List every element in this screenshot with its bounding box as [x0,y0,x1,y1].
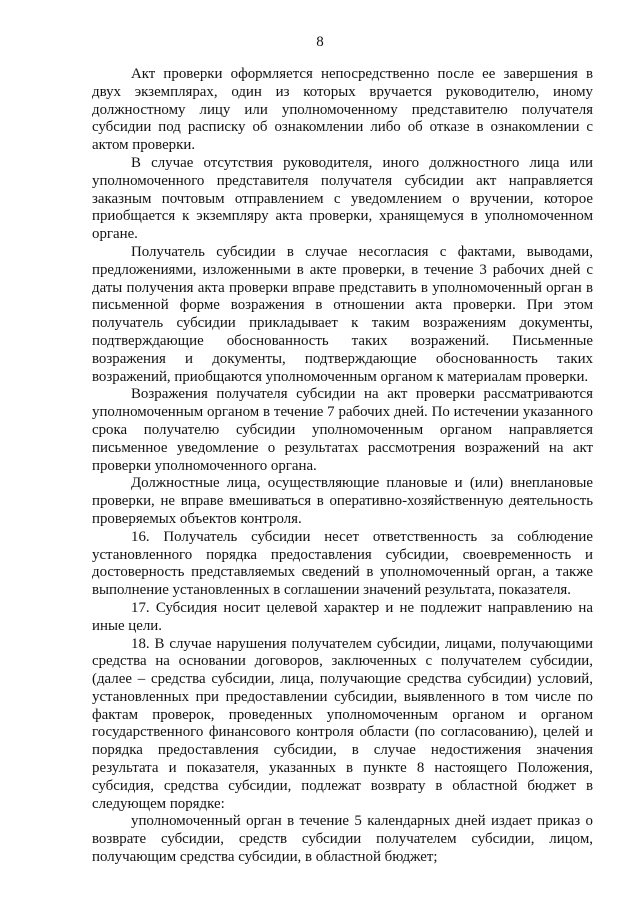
paragraph-item-16: 16. Получатель субсидии несет ответственность за соблюдение установленного порядка предоставления субсидии, своевременность и достоверность представляемых сведений в уполномоченный орган, а также выполнение установленных в соглашении значений результата, показателя. [92,528,593,599]
document-body [92,66,593,867]
paragraph-objections-submission: Получатель субсидии в случае несогласия с фактами, выводами, предложениями, изложенными в акте проверки, в течение 3 рабочих дней с даты получения акта проверки вправе представить в уполномоченный орган в письменной форме возражения в отношении акта проверки. При этом получатель субсидии прикладывает к таким возражениям документы, подтверждающие обоснованность таких возражений. Письменные возражения и документы, подтверждающие обоснованность таких возражений, приобщаются уполномоченным органом к материалам проверки. [92,243,593,385]
paragraph-objections-review: Возражения получателя субсидии на акт проверки рассматриваются уполномоченным органом в течение 7 рабочих дней. По истечении указанного срока получателю субсидии уполномоченным органом направляется письменное уведомление о результатах рассмотрения возражений на акт проверки уполномоченного органа. [92,386,593,474]
paragraph-refund-order: уполномоченный орган в течение 5 календарных дней издает приказ о возврате субсидии, средств субсидии получателем субсидии, лицом, получающим средства субсидии, в областной бюджет; [92,813,593,866]
paragraph-absence-of-manager: В случае отсутствия руководителя, иного должностного лица или уполномоченного представителя получателя субсидии акт направляется заказным почтовым отправлением с уведомлением о вручении, которое приобщается к экземпляру акта проверки, хранящемуся в уполномоченном органе. [92,154,593,243]
paragraph-item-17: 17. Субсидия носит целевой характер и не подлежит направлению на иные цели. [92,599,593,634]
page-number: 8 [316,34,324,50]
paragraph-inspection-act: Акт проверки оформляется непосредственно после ее завершения в двух экземплярах, один из которых вручается руководителю, иному должностному лицу или уполномоченному представителю получателя субсидии под расписку об ознакомлении либо об отказе в ознакомлении с актом проверки. [92,66,593,154]
paragraph-item-18: 18. В случае нарушения получателем субсидии, лицами, получающими средства на основании договоров, заключенных с получателем субсидии, (далее – средства субсидии, лица, получающие средства субсидии) условий, установленных при предоставлении субсидии, выявленного в том числе по фактам проверок, проведенных уполномоченным органом и органом государственного финансового контроля области (по согласованию), целей и порядка предоставления субсидии, в случае недостижения значения результата и показателя, указанных в пункте 8 настоящего Положения, субсидия, средства субсидии, подлежат возврату в областной бюджет в следующем порядке: [92,635,593,812]
paragraph-officials-restriction: Должностные лица, осуществляющие плановые и (или) внеплановые проверки, не вправе вмешиваться в оперативно-хозяйственную деятельность проверяемых объектов контроля. [92,475,593,527]
